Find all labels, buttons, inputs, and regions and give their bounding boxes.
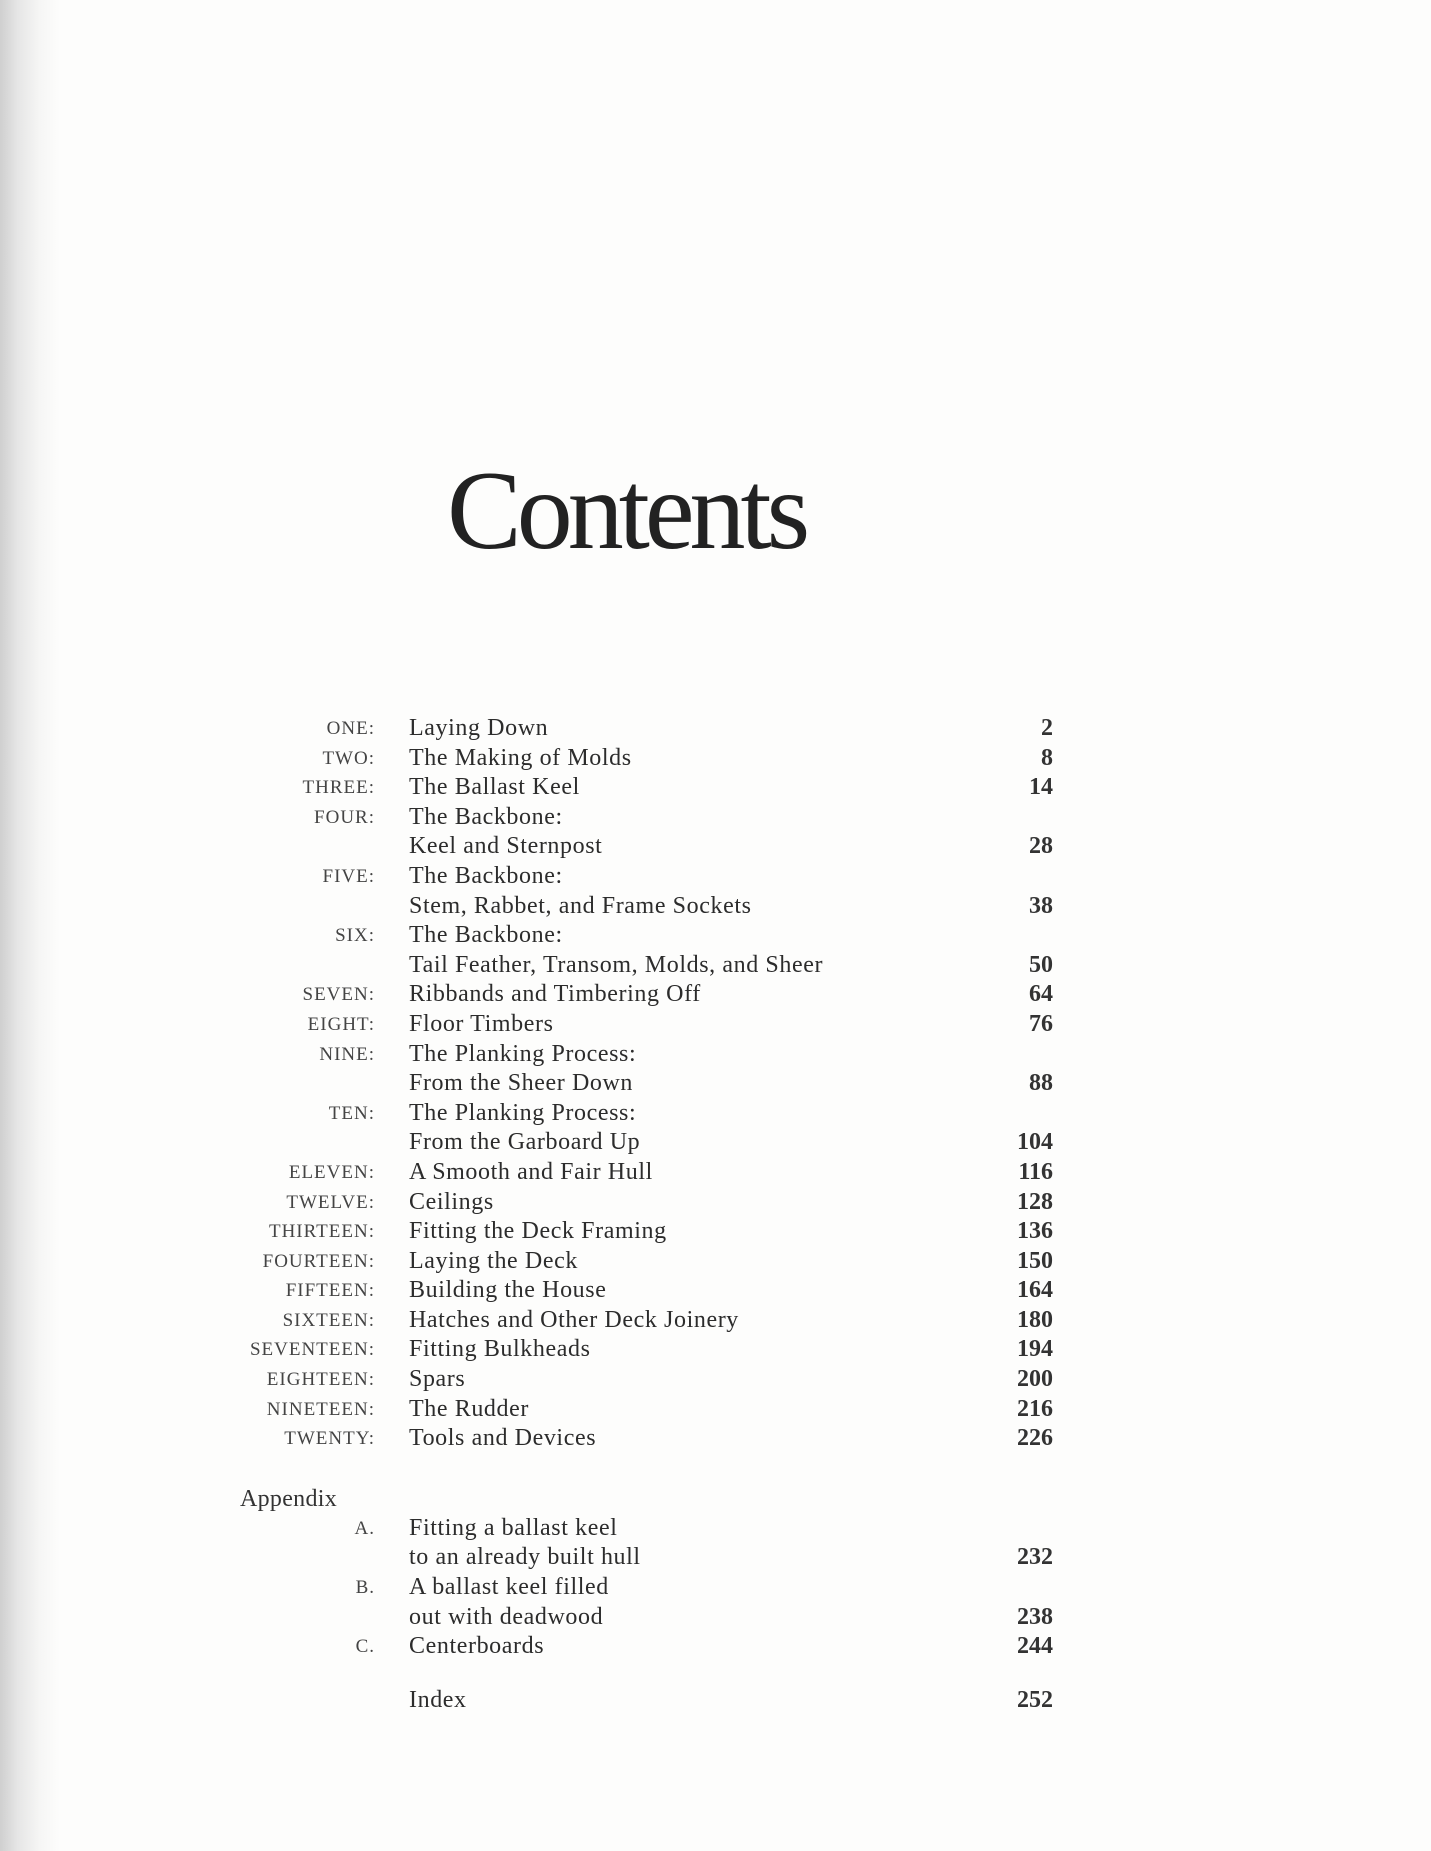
chapter-entry [0, 1395, 1431, 1425]
chapter-title: The Planking Process: [409, 1099, 637, 1126]
chapter-entry [0, 1247, 1431, 1277]
section-spacer [0, 1662, 1431, 1686]
chapter-title: Fitting Bulkheads [409, 1336, 591, 1363]
chapter-label: FIVE: [322, 865, 375, 887]
chapter-row [0, 1395, 1431, 1425]
chapter-entry [0, 1010, 1431, 1040]
chapter-page-number: 8 [1041, 744, 1053, 771]
section-spacer [0, 1454, 1431, 1484]
chapter-row [0, 1365, 1431, 1395]
chapter-title: The Rudder [409, 1395, 529, 1422]
chapter-title: The Backbone: [409, 803, 563, 830]
chapter-title: Laying the Deck [409, 1247, 578, 1274]
chapter-row [0, 1335, 1431, 1365]
chapter-page-number: 200 [1017, 1366, 1053, 1393]
appendix-entry [0, 1514, 1431, 1573]
chapter-label: FOUR: [314, 806, 375, 828]
chapter-row [0, 1069, 1431, 1099]
chapter-row [0, 1040, 1431, 1070]
chapter-row [0, 1188, 1431, 1218]
chapter-entry [0, 1158, 1431, 1188]
chapter-label: ONE: [326, 718, 375, 739]
appendix-row [0, 1573, 1431, 1603]
chapter-page-number: 2 [1041, 715, 1053, 741]
chapter-entry [0, 1335, 1431, 1365]
chapter-row [0, 1010, 1431, 1040]
chapter-label: NINE: [319, 1043, 375, 1065]
chapter-page-number: 226 [1017, 1425, 1053, 1452]
chapter-title: The Planking Process: [409, 1040, 637, 1067]
chapter-page-number: 104 [1017, 1129, 1053, 1156]
chapter-label: SEVENTEEN: [249, 1339, 375, 1361]
appendix-page-number: 232 [1017, 1544, 1053, 1571]
chapter-row [0, 951, 1431, 981]
chapter-title: Keel and Sternpost [409, 833, 603, 860]
appendix-title: A ballast keel filled [409, 1574, 609, 1601]
chapter-page-number: 64 [1029, 981, 1053, 1008]
appendix-heading: Appendix [240, 1485, 338, 1512]
chapter-label: EIGHTEEN: [266, 1369, 375, 1391]
chapter-page-number: 116 [1018, 1158, 1053, 1185]
chapter-row [0, 1424, 1431, 1454]
chapter-title: The Backbone: [409, 922, 563, 949]
chapter-label: TEN: [328, 1102, 375, 1124]
chapter-row [0, 714, 1431, 744]
table-of-contents [0, 714, 1431, 1715]
chapter-page-number: 128 [1017, 1188, 1053, 1215]
chapter-row [0, 892, 1431, 922]
chapter-page-number: 150 [1017, 1247, 1053, 1274]
chapter-entry [0, 1188, 1431, 1218]
chapter-label: SIXTEEN: [282, 1309, 375, 1331]
appendix-row [0, 1603, 1431, 1633]
chapter-row [0, 1276, 1431, 1306]
chapter-entry [0, 744, 1431, 774]
appendix-page-number: 238 [1017, 1603, 1053, 1630]
appendix-row [0, 1632, 1431, 1662]
chapter-label: TWO: [322, 747, 375, 769]
page-title: Contents [447, 449, 806, 573]
index-row [0, 1686, 1431, 1716]
chapter-entry [0, 1306, 1431, 1336]
chapter-row [0, 980, 1431, 1010]
chapter-page-number: 136 [1017, 1218, 1053, 1245]
chapter-page-number: 216 [1017, 1395, 1053, 1422]
chapter-page-number: 180 [1017, 1306, 1053, 1333]
chapter-label: NINETEEN: [266, 1398, 375, 1420]
appendix-heading-row [0, 1484, 1431, 1514]
chapter-entry [0, 980, 1431, 1010]
chapter-page-number: 14 [1029, 774, 1053, 801]
chapter-row [0, 1217, 1431, 1247]
chapter-row [0, 1247, 1431, 1277]
chapter-title: From the Sheer Down [409, 1070, 634, 1097]
chapter-row [0, 862, 1431, 892]
appendix-page-number: 244 [1017, 1633, 1053, 1660]
chapter-row [0, 1128, 1431, 1158]
appendix-entry [0, 1573, 1431, 1632]
chapter-page-number: 88 [1029, 1070, 1053, 1097]
chapter-row [0, 1158, 1431, 1188]
chapter-title: Spars [409, 1366, 466, 1393]
chapter-row [0, 803, 1431, 833]
chapter-title: The Making of Molds [409, 744, 632, 771]
chapter-page-number: 164 [1017, 1277, 1053, 1304]
chapter-page-number: 50 [1029, 951, 1053, 978]
chapter-title: From the Garboard Up [409, 1129, 641, 1156]
chapter-entry [0, 862, 1431, 921]
chapter-row [0, 921, 1431, 951]
chapter-page-number: 38 [1029, 892, 1053, 919]
chapter-label: TWELVE: [286, 1191, 375, 1213]
chapter-title: Floor Timbers [409, 1010, 554, 1037]
chapter-label: FOURTEEN: [262, 1250, 375, 1272]
appendix-row [0, 1543, 1431, 1573]
appendix-label: C. [355, 1636, 375, 1658]
appendix-label: A. [354, 1517, 375, 1539]
chapter-entry [0, 773, 1431, 803]
chapter-entry [0, 1217, 1431, 1247]
index-page-number: 252 [1017, 1686, 1053, 1713]
chapter-row [0, 1306, 1431, 1336]
chapter-entry [0, 1365, 1431, 1395]
chapter-title: Laying Down [409, 715, 549, 741]
chapter-title: Fitting the Deck Framing [409, 1218, 667, 1245]
appendix-label: B. [355, 1577, 375, 1599]
chapter-page-number: 76 [1029, 1010, 1053, 1037]
appendix-row [0, 1514, 1431, 1544]
chapter-title: A Smooth and Fair Hull [409, 1158, 653, 1185]
chapter-entry [0, 1040, 1431, 1099]
chapter-row [0, 1099, 1431, 1129]
chapter-page-number: 28 [1029, 833, 1053, 860]
chapter-entry [0, 1424, 1431, 1454]
chapter-label: THIRTEEN: [268, 1221, 375, 1243]
chapter-title: Stem, Rabbet, and Frame Sockets [409, 892, 752, 919]
chapter-title: Tools and Devices [409, 1425, 597, 1452]
chapter-label: SIX: [335, 925, 375, 947]
chapter-label: TWENTY: [284, 1428, 375, 1450]
chapter-entry [0, 803, 1431, 862]
chapter-entry [0, 714, 1431, 744]
chapter-title: Tail Feather, Transom, Molds, and Sheer [409, 951, 824, 978]
chapter-entry [0, 921, 1431, 980]
chapter-title: The Backbone: [409, 862, 563, 889]
appendix-entry [0, 1632, 1431, 1662]
chapter-entry [0, 1099, 1431, 1158]
chapter-label: SEVEN: [302, 984, 375, 1006]
chapter-row [0, 773, 1431, 803]
appendix-title: Centerboards [409, 1633, 545, 1660]
chapter-label: ELEVEN: [288, 1161, 375, 1183]
appendix-title: Fitting a ballast keel [409, 1514, 618, 1541]
chapter-title: Ceilings [409, 1188, 494, 1215]
chapter-title: Building the House [409, 1277, 607, 1304]
chapter-entry [0, 1276, 1431, 1306]
chapter-label: EIGHT: [307, 1013, 375, 1035]
chapter-title: The Ballast Keel [409, 774, 580, 801]
chapter-row [0, 744, 1431, 774]
chapter-title: Ribbands and Timbering Off [409, 981, 701, 1008]
chapter-label: THREE: [302, 777, 375, 799]
index-title: Index [409, 1686, 467, 1713]
appendix-title: to an already built hull [409, 1544, 641, 1571]
chapter-row [0, 832, 1431, 862]
chapter-title: Hatches and Other Deck Joinery [409, 1306, 739, 1333]
chapter-label: FIFTEEN: [285, 1280, 375, 1302]
chapter-page-number: 194 [1017, 1336, 1053, 1363]
appendix-title: out with deadwood [409, 1603, 604, 1630]
